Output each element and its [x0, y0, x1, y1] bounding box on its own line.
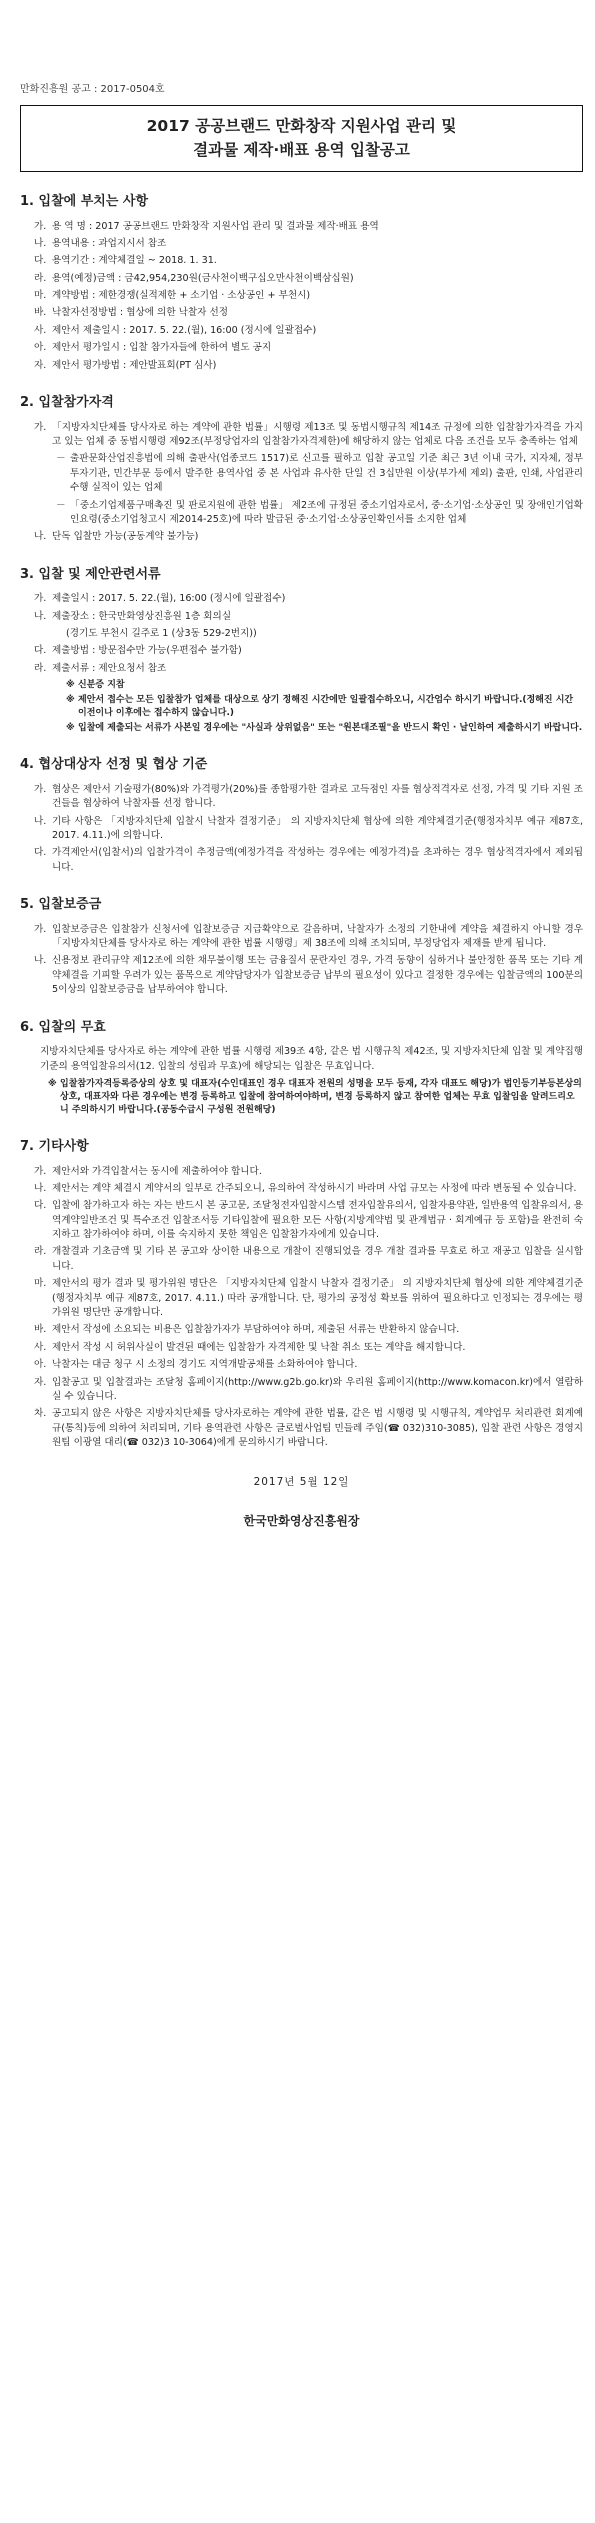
note-item: ※ 제안서 접수는 모든 입찰참가 업체를 대상으로 상기 정해진 시간에만 일괄접수하오니, 시간엄수 하시기 바랍니다.(정해진 시간 이전이나 이후에는 접수하지 않습니다.) — [66, 695, 574, 719]
list-item: 자. 제안서 평가방법 : 제안발표회(PT 심사) — [34, 359, 217, 371]
section-documents — [20, 565, 583, 736]
list-item: 사. 제안서 작성 시 허위사실이 발견된 때에는 입찰참가 자격제한 및 낙찰 취소 또는 계약을 해지합니다. — [34, 1341, 466, 1353]
list-item: 자. 입찰공고 및 입찰결과는 조달청 홈페이지(http://www.g2b.go.kr)와 우리원 홈페이지(http://www.komacon.kr)에서 열람하실 수 있습니다. — [34, 1376, 583, 1402]
list-item: 아. 낙찰자는 대금 청구 시 소정의 경기도 지역개발공채를 소화하여야 합니다. — [34, 1359, 358, 1371]
section-heading: 2. 입찰참가자격 — [20, 395, 114, 411]
section-invalid-bid — [20, 1018, 583, 1117]
list-item: 마. 제안서의 평가 결과 및 평가위원 명단은 「지방자치단체 입찰시 낙찰자 결정기준」 의 지방자치단체 협상에 의한 계약체결기준(행정자치부 예규 제87호, 2017. 4.11.) 따라 공개합니다. 단, 평가의 공정성 확보를 위하여 필요하다고 인정되는 경우에는 평가위원 명단만 공개합니다. — [34, 1278, 583, 1319]
section-eligibility — [20, 393, 583, 545]
list-item: 가. 입찰보증금은 입찰참가 신청서에 입찰보증금 지급확약으로 갈음하며, 낙찰자가 소정의 기한내에 계약을 체결하지 아니할 경우 「지방자치단체를 당사자로 하는 계약에 관한 법률 시행령」제 38조에 의해 조치되며, 부정당업자 제재를 받게 됩니다. — [34, 923, 583, 950]
sub-item: － 「중소기업제품구매촉진 및 판로지원에 관한 법률」 제2조에 규정된 중소기업자로서, 중·소기업·소상공인 및 장애인기업확인요령(중소기업청고시 제2014-25호)에 따라 발급된 중·소기업·소상공인확인서를 소지한 업체 — [56, 499, 583, 525]
section-negotiation — [20, 755, 583, 875]
section-bid-items — [20, 192, 583, 373]
section-heading: 1. 입찰에 부치는 사항 — [20, 194, 149, 210]
list-item: 라. 제출서류 : 제안요청서 참조 — [34, 662, 167, 674]
list-item: 다. 제출방법 : 방문접수만 가능(우편접수 불가함) — [34, 645, 242, 657]
list-item: 바. 제안서 작성에 소요되는 비용은 입찰참가자가 부담하여야 하며, 제출된 서류는 반환하지 않습니다. — [34, 1324, 460, 1336]
list-item: 나. 제출장소 : 한국만화영상진흥원 1층 회의실 — [34, 610, 232, 622]
paragraph: 지방자치단체를 당사자로 하는 계약에 관한 법률 시행령 제39조 4항, 같은 법 시행규칙 제42조, 및 지방자치단체 입찰 및 계약집행기준의 용역입찰유의서(12. 입찰의 성립과 무효)에 해당되는 입찰은 무효입니다. — [40, 1046, 583, 1072]
note-item: ※ 신분증 지참 — [66, 680, 125, 691]
sub-item: － 출판문화산업진흥법에 의해 출판사(업종코드 1517)로 신고를 필하고 입찰 공고일 기준 최근 3년 이내 국가, 지자체, 정부투자기관, 민간부문 등에서 발주한 용역사업 중 본 사업과 유사한 단일 건 3십만원 이상(부가세 제외) 출판, 인쇄, 사업관리 수행 실적이 있는 업체 — [56, 453, 583, 494]
section-deposit — [20, 895, 583, 997]
list-item: 다. 가격제안서(입찰서)의 입찰가격이 추정금액(예정가격을 작성하는 경우에는 예정가격)을 초과하는 경우 협상적격자에서 제외됩니다. — [34, 847, 583, 873]
list-item: 나. 단독 입찰만 가능(공동계약 불가능) — [34, 531, 199, 543]
list-item: 사. 제안서 제출일시 : 2017. 5. 22.(월), 16:00 (정시에 일괄접수) — [34, 324, 317, 336]
title-box — [20, 105, 583, 172]
list-item: 차. 공고되지 않은 사항은 지방자치단체를 당사자로하는 계약에 관한 법률, 같은 법 시행령 및 시행규칙, 계약업무 처리관련 회계예규(통칙)등에 의하여 처리되며, 기타 용역관련 사항은 글로벌사업팀 민들레 주임(☎ 032)310-3085), 입찰 관련 사항은 경영지원팀 이광열 대리(☎ 032)3 10-3064)에게 문의하시기 바랍니다. — [34, 1408, 583, 1449]
title-line-1: 2017 공공브랜드 만화창작 지원사업 관리 및 — [146, 117, 457, 135]
note-item: ※ 입찰참가자격등록증상의 상호 및 대표자(수인대표인 경우 대표자 전원의 성명을 모두 등재, 각자 대표도 해당)가 법인등기부등본상의 상호, 대표자와 다른 경우에는 변경 등록하고 입찰에 참여하여야하며, 변경 등록하지 않고 참여한 업체는 무효 입찰임을 알려드리오니 주의하시기 바랍니다.(공동수급시 구성원 전원해당) — [48, 1078, 582, 1115]
list-item: 라. 개찰결과 기초금액 및 기타 본 공고와 상이한 내용으로 개찰이 진행되었을 경우 개찰 결과를 무효로 하고 재공고 입찰을 실시합니다. — [34, 1246, 583, 1272]
address-line: (경기도 부천시 길주로 1 (상3동 529-2번지)) — [66, 627, 257, 639]
notice-number: 만화진흥원 공고 : 2017-0504호 — [20, 84, 165, 95]
list-item: 다. 입찰에 참가하고자 하는 자는 반드시 본 공고문, 조달청전자입찰시스템 전자입찰유의서, 입찰자용약관, 일반용역 입찰유의서, 용역계약일반조건 및 특수조건 입찰조서등 기타입찰에 필요한 모든 사항(지방계약법 및 관계법규 · 회계예규 등 포함)을 완전히 숙지하고 참가하여야 하며, 이를 숙지하지 못한 책임은 입찰참가자에게 있습니다. — [34, 1200, 583, 1241]
section-heading: 6. 입찰의 무효 — [20, 1019, 106, 1035]
list-item: 가. 「지방자치단체를 당사자로 하는 계약에 관한 법률」시행령 제13조 및 동법시행규칙 제14조 규정에 의한 입찰참가자격을 가지고 있는 업체 중 동법시행령 제92조(부정당업자의 입찰참가자격제한)에 해당하지 않는 업체로 다음 조건을 모두 충족하는 업체 — [34, 421, 583, 447]
list-item: 마. 계약방법 : 제한경쟁(실적제한 + 소기업 · 소상공인 + 부천시) — [34, 290, 311, 302]
list-item: 가. 제출일시 : 2017. 5. 22.(월), 16:00 (정시에 일괄접수) — [34, 593, 286, 605]
list-item: 가. 용 역 명 : 2017 공공브랜드 만화창작 지원사업 관리 및 결과물 제작·배표 용역 — [34, 220, 379, 232]
section-heading: 5. 입찰보증금 — [20, 897, 102, 913]
title-line-2: 결과물 제작·배표 용역 입찰공고 — [193, 141, 410, 160]
list-item: 나. 기타 사항은 「지방자치단체 입찰시 낙찰자 결정기준」 의 지방자치단체 협상에 의한 계약체결기준(행정자치부 예규 제87호, 2017. 4.11.)에 의합니다. — [34, 815, 583, 841]
list-item: 나. 용역내용 : 과업지시서 참조 — [34, 237, 167, 249]
list-item: 나. 제안서는 계약 체결시 계약서의 일부로 간주되오니, 유의하여 작성하시기 바라며 사업 규모는 사정에 따라 변동될 수 있습니다. — [34, 1182, 577, 1194]
section-other — [20, 1137, 583, 1451]
list-item: 가. 협상은 제안서 기술평가(80%)와 가격평가(20%)를 종합평가한 결과로 고득점인 자를 협상적격자로 선정, 가격 및 기타 지원 조건들을 협상하여 낙찰자를 선정 합니다. — [34, 783, 583, 810]
section-heading: 3. 입찰 및 제안관련서류 — [20, 566, 161, 582]
note-item: ※ 입찰에 제출되는 서류가 사본일 경우에는 "사실과 상위없음" 또는 "원본대조필"을 반드시 확인 · 날인하여 제출하시기 바랍니다. — [66, 723, 583, 734]
list-item: 다. 용역기간 : 계약체결일 ~ 2018. 1. 31. — [34, 255, 217, 267]
list-item: 아. 제안서 평가일시 : 입찰 참가자들에 한하여 별도 공지 — [34, 342, 272, 354]
list-item: 가. 제안서와 가격입찰서는 동시에 제출하여야 합니다. — [34, 1165, 262, 1177]
notice-date: 2017년 5월 12일 — [253, 1475, 350, 1488]
list-item: 나. 신용정보 관리규약 제12조에 의한 채무불이행 또는 금융질서 문란자인 경우, 가격 동향이 심하거나 불안정한 품목 또는 기타 계약체결을 기피할 우려가 있는 품목으로 계약담당자가 입찰보증금 납부의 필요성이 있다고 결정한 경우에는 입찰금액의 100분의 5이상의 입찰보증금을 납부하여야 합니다. — [34, 955, 583, 996]
section-heading: 7. 기타사항 — [20, 1139, 89, 1155]
section-heading: 4. 협상대상자 선정 및 협상 기준 — [20, 757, 208, 773]
list-item: 라. 용역(예정)금액 : 금42,954,230원(금사천이백구십오만사천이백삼십원) — [34, 272, 354, 284]
issuer-name: 한국만화영상진흥원장 — [243, 1514, 360, 1529]
list-item: 바. 낙찰자선정방법 : 협상에 의한 낙찰자 선정 — [34, 307, 229, 319]
